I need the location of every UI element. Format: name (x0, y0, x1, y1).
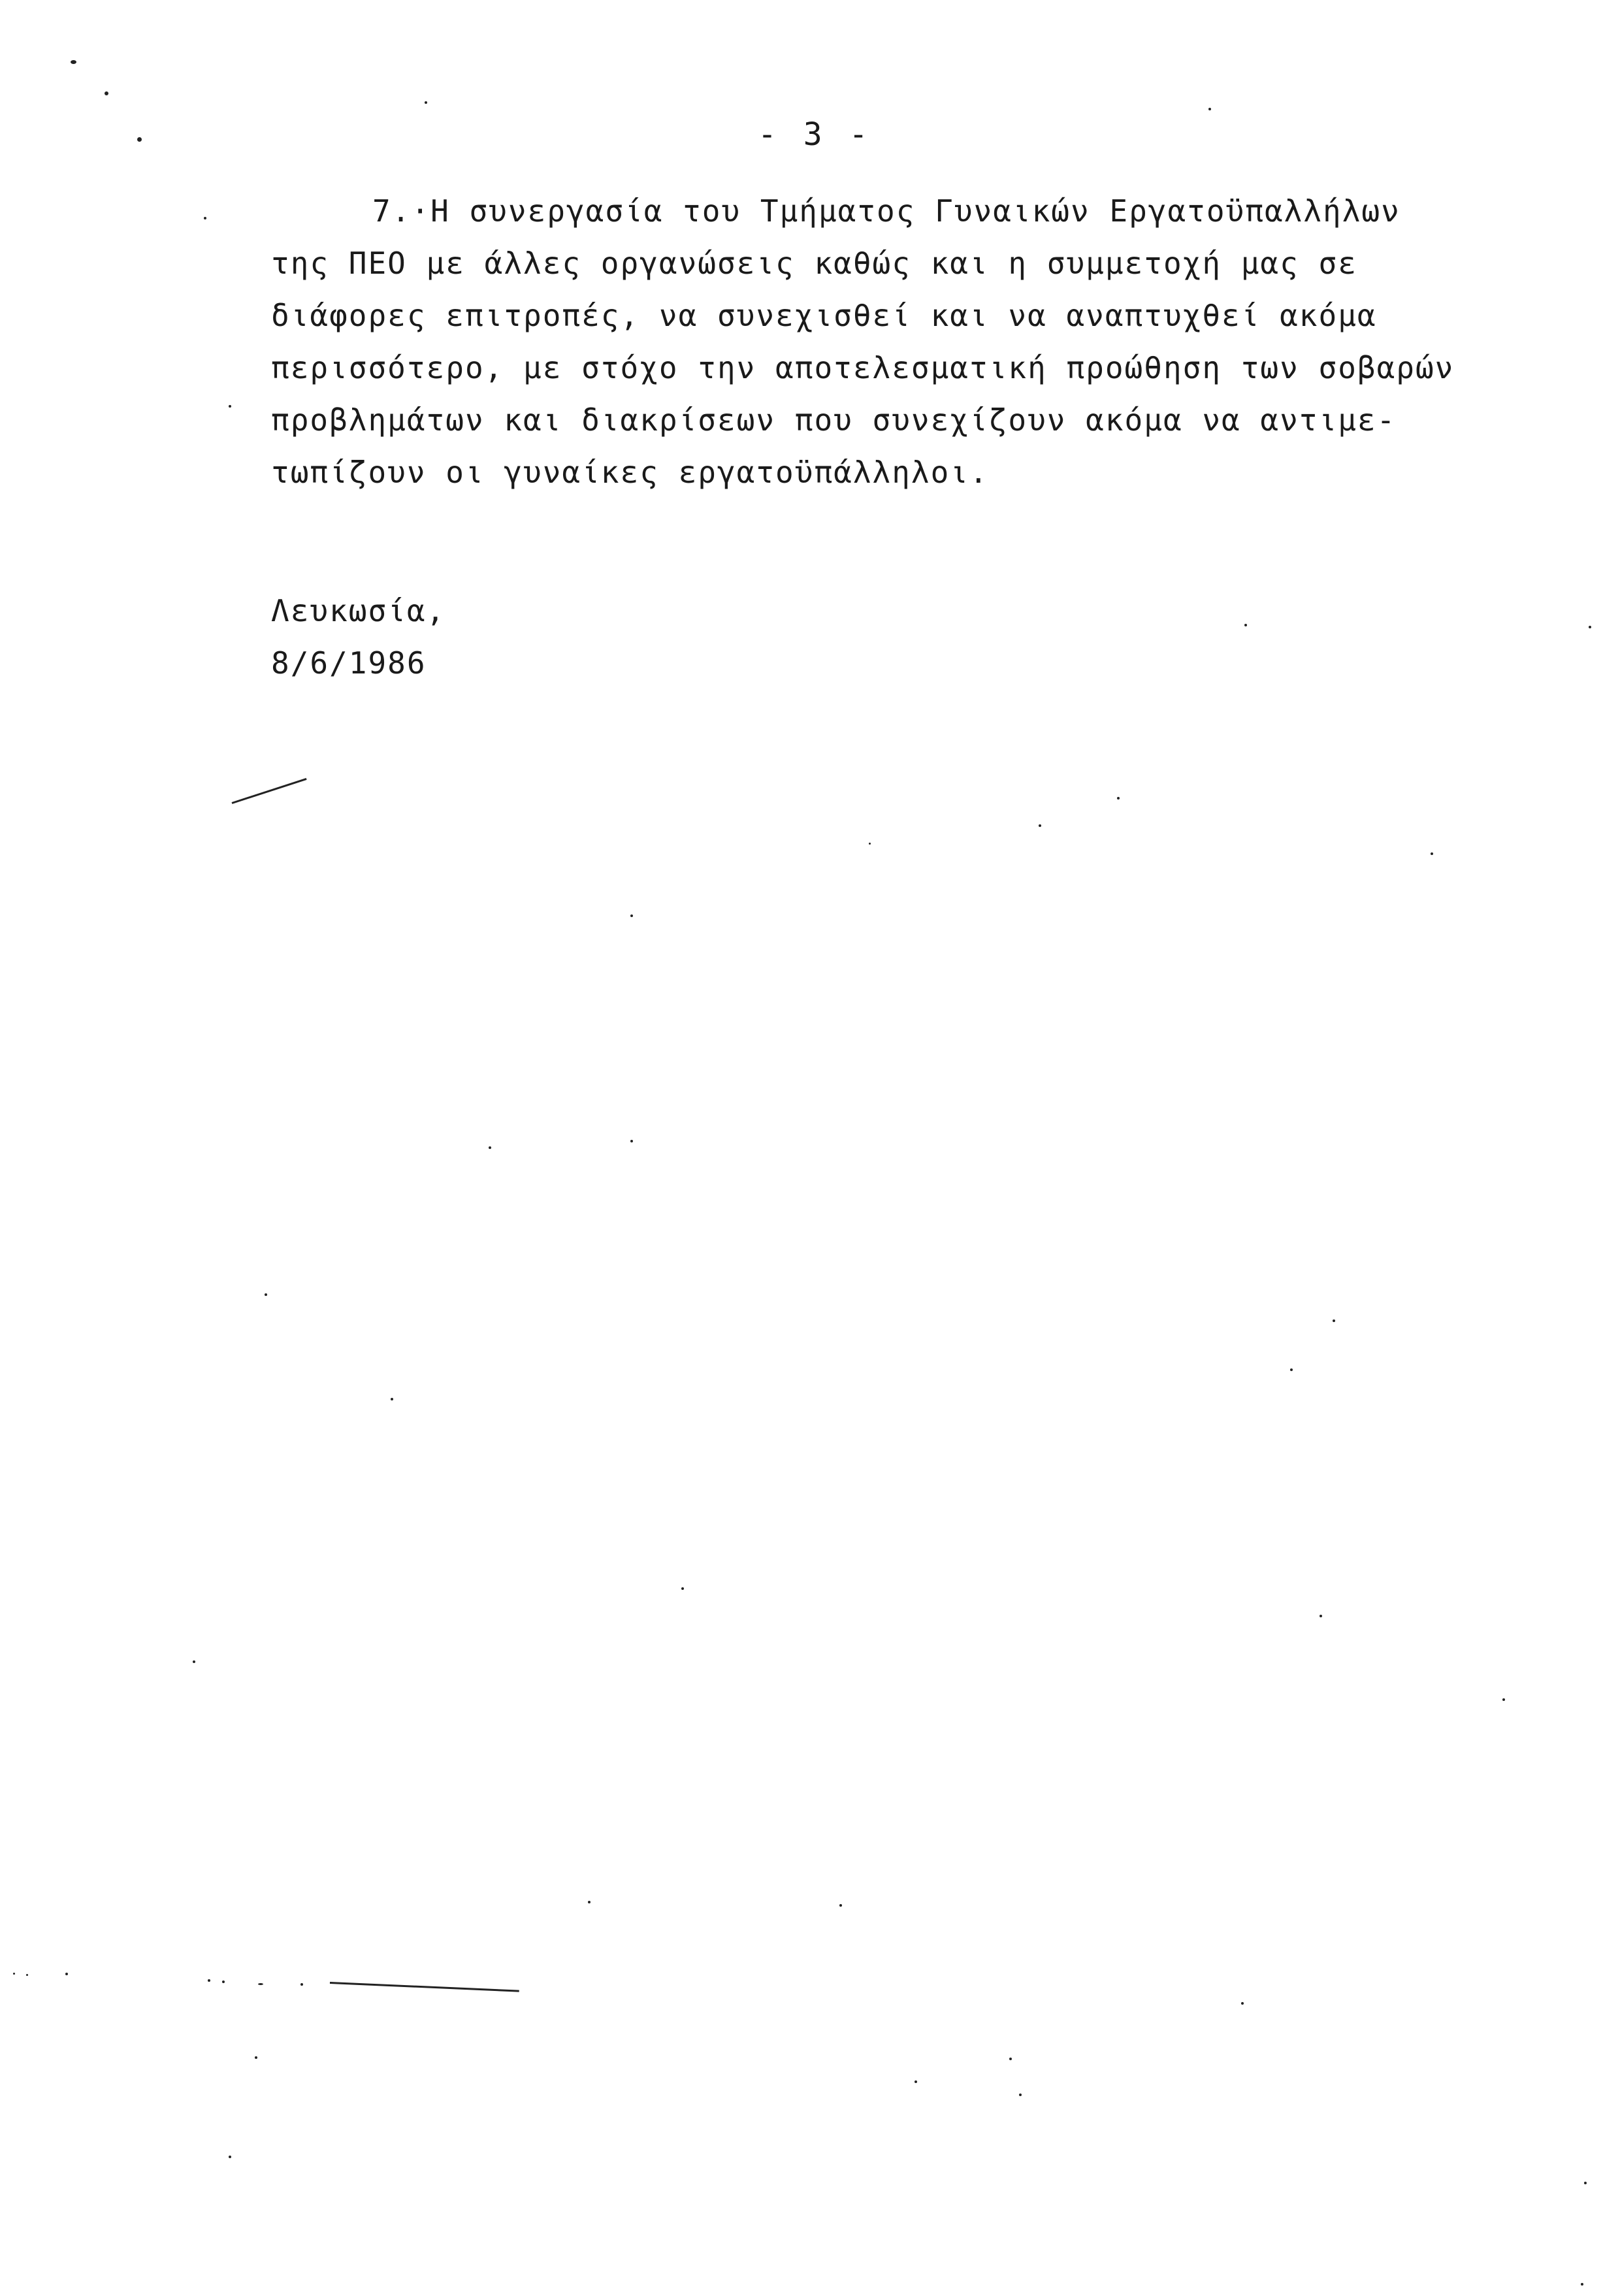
scan-speck (229, 2156, 231, 2158)
scan-speck (71, 60, 76, 64)
paragraph-line: περισσότερο, με στόχο την αποτελεσματική προώθηση των σοβαρών (271, 350, 1455, 385)
scan-speck (869, 843, 871, 845)
scan-speck (1039, 824, 1041, 827)
scan-speck (630, 914, 633, 917)
scan-speck (222, 1981, 225, 1983)
scan-speck (1431, 852, 1433, 855)
pen-stroke-lower (330, 1982, 519, 1992)
scan-speck (1333, 1319, 1335, 1322)
paragraph-line: της ΠΕΟ με άλλες οργανώσεις καθώς και η συμμετοχή μας σε (271, 246, 1357, 281)
scan-speck (65, 1973, 68, 1975)
date: 8/6/1986 (271, 645, 427, 681)
scan-speck (1581, 2283, 1583, 2286)
scan-speck (300, 1983, 303, 1986)
page-number: - 3 - (758, 116, 872, 153)
scan-speck (630, 1140, 633, 1142)
scan-speck (137, 137, 142, 142)
scan-speck (915, 2080, 917, 2083)
place: Λευκωσία, (271, 593, 446, 628)
scan-speck (208, 1979, 210, 1982)
scan-speck (391, 1398, 393, 1400)
paragraph-line: 7.·Η συνεργασία του Τμήματος Γυναικών Εργατοϋπαλλήλων (372, 193, 1401, 229)
scan-speck (193, 1660, 195, 1663)
scan-speck (1320, 1615, 1322, 1617)
scan-speck (265, 1293, 267, 1296)
scan-speck (588, 1901, 591, 1903)
scan-speck (229, 405, 231, 408)
paragraph-item-7 (271, 185, 1499, 498)
scan-speck (204, 217, 206, 219)
scan-speck (1290, 1368, 1293, 1371)
scan-speck (13, 1973, 15, 1975)
paragraph-line: διάφορες επιτροπές, να συνεχισθεί και να αναπτυχθεί ακόμα (271, 298, 1377, 333)
pen-stroke-upper (232, 778, 307, 804)
scan-speck (1019, 2094, 1022, 2096)
scan-speck (1502, 1698, 1505, 1701)
scan-speck (1244, 624, 1247, 626)
scan-speck (1009, 2058, 1012, 2060)
scan-speck (425, 101, 427, 104)
scan-speck (489, 1146, 491, 1149)
scan-speck (255, 2056, 257, 2059)
place-and-date (271, 585, 445, 689)
scan-speck (1208, 108, 1211, 110)
scan-speck (105, 91, 108, 95)
scan-speck (1589, 626, 1591, 628)
paragraph-line: τωπίζουν οι γυναίκες εργατοϋπάλληλοι. (271, 455, 989, 490)
scan-speck (1584, 2182, 1587, 2184)
paragraph-line: προβλημάτων και διακρίσεων που συνεχίζουν ακόμα να αντιμε- (271, 402, 1397, 438)
scan-speck (1241, 2002, 1244, 2005)
scan-speck (1117, 797, 1120, 800)
scan-speck (839, 1904, 842, 1907)
scan-speck (681, 1587, 684, 1590)
scan-speck (258, 1983, 263, 1985)
scan-speck (26, 1974, 28, 1976)
